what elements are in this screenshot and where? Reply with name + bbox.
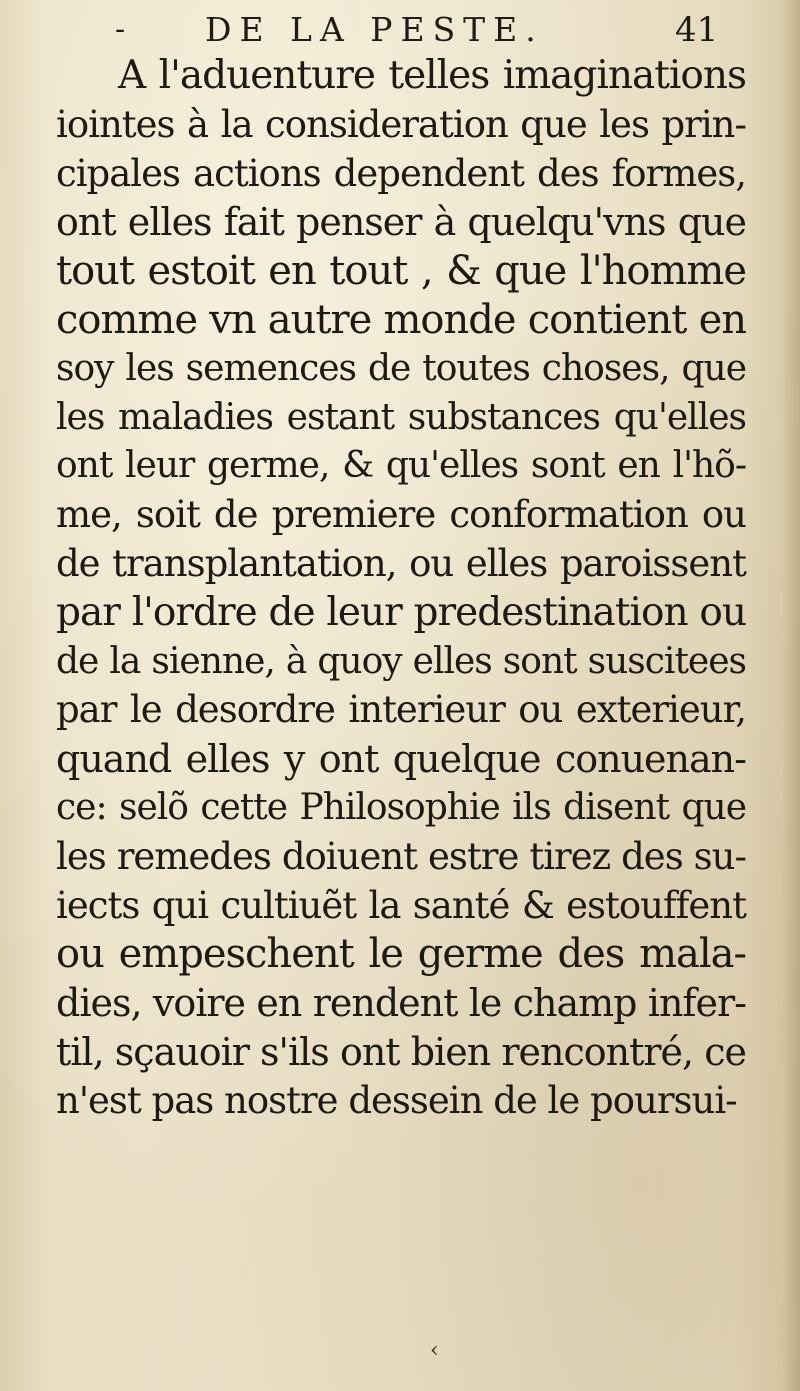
header-dash: - [115, 12, 126, 47]
text-line: iects qui cultiuẽt la santé & estouffent [56, 883, 746, 927]
text-line: quand elles y ont quelque conuenan- [56, 737, 746, 782]
text-line: A l'aduenture telles imaginations [118, 53, 746, 98]
text-line: ou empeschent le germe des mala- [56, 931, 746, 978]
text-line: ont leur germe, & qu'elles sont en l'hõ- [56, 445, 746, 487]
text-line: til, sçauoir s'ils ont bien rencontré, ce [56, 1029, 746, 1074]
text-line: par le desordre interieur ou exterieur, [56, 688, 746, 732]
text-line: dies, voire en rendent le champ infer- [56, 981, 746, 1026]
running-title: DE LA PESTE. [205, 10, 544, 49]
page-number: 41 [675, 10, 719, 50]
page-header [0, 6, 800, 54]
text-line: de transplantation, ou elles paroissent [56, 541, 746, 585]
text-line: n'est pas nostre dessein de le poursui- [56, 1078, 737, 1122]
text-line: me, soit de premiere conformation ou [56, 493, 746, 537]
text-line: les remedes doiuent estre tirez des su- [56, 834, 746, 878]
text-line: les maladies estant substances qu'elles [56, 396, 746, 438]
text-line: soy les semences de toutes choses, que [56, 347, 746, 389]
body-text [56, 52, 746, 1126]
page-edge-shadow [782, 0, 800, 1391]
text-line: ce: selõ cette Philosophie ils disent que [56, 786, 746, 828]
text-line: iointes à la consideration que les prin- [56, 102, 746, 146]
text-line: de la sienne, à quoy elles sont suscitees [56, 640, 746, 682]
text-line: par l'ordre de leur predestination ou [56, 589, 746, 635]
text-line: ont elles fait penser à quelqu'vns que [56, 200, 746, 245]
text-line: cipales actions dependent des formes, [56, 151, 746, 195]
footer-mark: ‹ [430, 1338, 439, 1363]
text-line: tout estoit en tout , & que l'homme [56, 248, 746, 295]
text-line: comme vn autre monde contient en [56, 296, 746, 343]
